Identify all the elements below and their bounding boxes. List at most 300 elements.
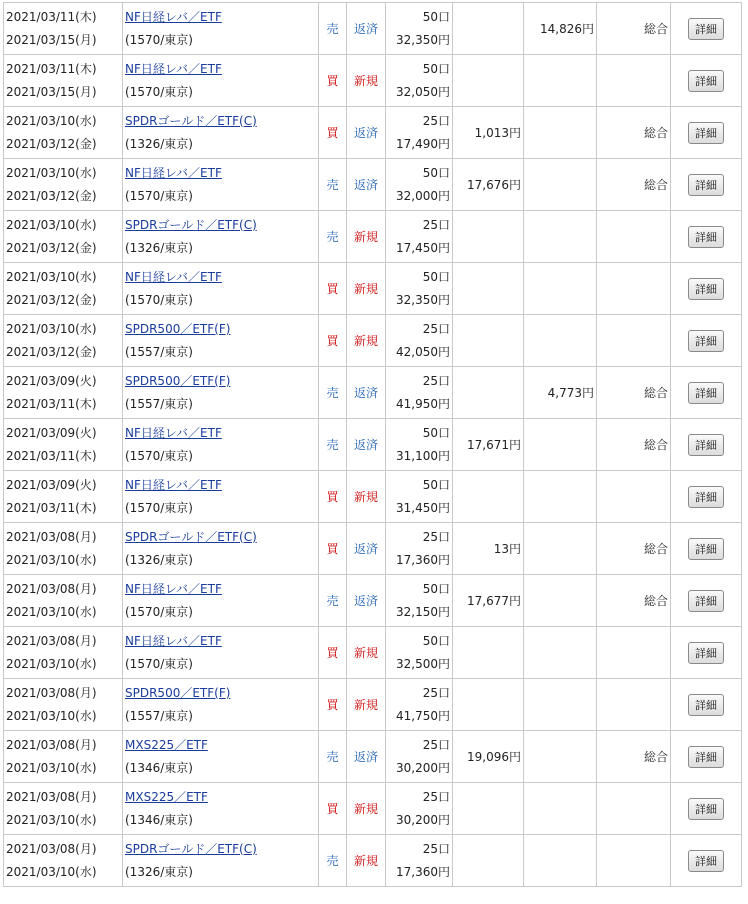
- security-cell: [123, 627, 319, 679]
- security-name-link[interactable]: SPDRゴールド／ETF(C): [125, 529, 257, 544]
- date-cell: [4, 159, 123, 211]
- security-cell: [123, 263, 319, 315]
- detail-button[interactable]: 詳細: [688, 434, 724, 456]
- settlement-date: 2021/03/10(水): [6, 604, 97, 619]
- date-cell: [4, 3, 123, 55]
- trade-row: [4, 523, 742, 575]
- amount-cell-2: [524, 731, 597, 783]
- trade-type: 新規: [353, 646, 378, 660]
- date-cell: [4, 835, 123, 887]
- amount-cell-1: [453, 367, 524, 419]
- amount-cell-1: [453, 575, 524, 627]
- price: 17,450円: [396, 240, 450, 255]
- trade-row: [4, 211, 742, 263]
- date-cell: [4, 731, 123, 783]
- amount-cell-2: [524, 679, 597, 731]
- account-cell: [597, 315, 671, 367]
- security-name-link[interactable]: NF日経レバ／ETF: [125, 477, 222, 492]
- security-name-link[interactable]: NF日経レバ／ETF: [125, 425, 222, 440]
- settlement-date: 2021/03/12(金): [6, 188, 97, 203]
- amount-cell-1: [453, 835, 524, 887]
- security-name-link[interactable]: NF日経レバ／ETF: [125, 9, 222, 24]
- date-cell: [4, 315, 123, 367]
- amount-value-2: 4,773円: [547, 386, 594, 400]
- trade-type: 新規: [353, 334, 378, 348]
- trade-row: [4, 263, 742, 315]
- date-cell: [4, 107, 123, 159]
- trade-row: [4, 367, 742, 419]
- amount-value-1: 1,013円: [474, 126, 521, 140]
- amount-cell-1: [453, 211, 524, 263]
- security-cell: [123, 575, 319, 627]
- amount-value-1: 17,676円: [467, 178, 521, 192]
- trade-row: [4, 835, 742, 887]
- action-cell: [671, 471, 742, 523]
- account-cell: [597, 55, 671, 107]
- action-cell: [671, 523, 742, 575]
- price: 17,360円: [396, 552, 450, 567]
- settlement-date: 2021/03/10(水): [6, 708, 97, 723]
- trade-type: 新規: [353, 802, 378, 816]
- security-code: (1570/東京): [125, 84, 193, 99]
- account-type: 総合: [643, 178, 668, 192]
- security-cell: [123, 679, 319, 731]
- side-cell: [319, 471, 347, 523]
- security-code: (1570/東京): [125, 604, 193, 619]
- trade-row: [4, 3, 742, 55]
- account-type: 総合: [643, 22, 668, 36]
- type-cell: [347, 523, 386, 575]
- amount-cell-1: [453, 159, 524, 211]
- date-cell: [4, 523, 123, 575]
- quantity: 25口: [422, 373, 450, 388]
- security-code: (1326/東京): [125, 240, 193, 255]
- price: 32,350円: [396, 292, 450, 307]
- price: 41,750円: [396, 708, 450, 723]
- detail-button[interactable]: 詳細: [688, 642, 724, 664]
- order-date: 2021/03/08(月): [6, 789, 97, 804]
- qty-price-cell: [386, 3, 453, 55]
- trade-side: 売: [326, 178, 339, 192]
- amount-value-1: 19,096円: [467, 750, 521, 764]
- trade-type: 返済: [353, 750, 378, 764]
- security-code: (1326/東京): [125, 136, 193, 151]
- side-cell: [319, 211, 347, 263]
- side-cell: [319, 679, 347, 731]
- quantity: 25口: [422, 529, 450, 544]
- order-date: 2021/03/08(月): [6, 737, 97, 752]
- type-cell: [347, 627, 386, 679]
- side-cell: [319, 523, 347, 575]
- security-name-link[interactable]: NF日経レバ／ETF: [125, 269, 222, 284]
- trade-side: 売: [326, 854, 339, 868]
- settlement-date: 2021/03/12(金): [6, 240, 97, 255]
- type-cell: [347, 263, 386, 315]
- security-code: (1570/東京): [125, 448, 193, 463]
- amount-cell-2: [524, 263, 597, 315]
- action-cell: [671, 627, 742, 679]
- amount-value-1: 13円: [493, 542, 521, 556]
- qty-price-cell: [386, 159, 453, 211]
- security-code: (1570/東京): [125, 292, 193, 307]
- detail-button[interactable]: 詳細: [688, 538, 724, 560]
- quantity: 25口: [422, 841, 450, 856]
- trade-side: 買: [326, 334, 339, 348]
- security-cell: [123, 315, 319, 367]
- date-cell: [4, 263, 123, 315]
- account-cell: [597, 523, 671, 575]
- quantity: 25口: [422, 217, 450, 232]
- amount-cell-2: [524, 55, 597, 107]
- price: 30,200円: [396, 812, 450, 827]
- quantity: 25口: [422, 321, 450, 336]
- action-cell: [671, 367, 742, 419]
- price: 30,200円: [396, 760, 450, 775]
- detail-button[interactable]: 詳細: [688, 278, 724, 300]
- detail-button[interactable]: 詳細: [688, 798, 724, 820]
- date-cell: [4, 627, 123, 679]
- qty-price-cell: [386, 107, 453, 159]
- security-code: (1570/東京): [125, 500, 193, 515]
- qty-price-cell: [386, 835, 453, 887]
- security-cell: [123, 835, 319, 887]
- action-cell: [671, 107, 742, 159]
- security-name-link[interactable]: NF日経レバ／ETF: [125, 165, 222, 180]
- side-cell: [319, 783, 347, 835]
- price: 17,360円: [396, 864, 450, 879]
- date-cell: [4, 419, 123, 471]
- account-cell: [597, 627, 671, 679]
- settlement-date: 2021/03/11(木): [6, 448, 97, 463]
- security-name-link[interactable]: SPDRゴールド／ETF(C): [125, 841, 257, 856]
- amount-value-1: 17,677円: [467, 594, 521, 608]
- trade-row: [4, 419, 742, 471]
- date-cell: [4, 575, 123, 627]
- trade-type: 返済: [353, 126, 378, 140]
- account-cell: [597, 731, 671, 783]
- qty-price-cell: [386, 471, 453, 523]
- trade-row: [4, 55, 742, 107]
- detail-button[interactable]: 詳細: [688, 382, 724, 404]
- settlement-date: 2021/03/12(金): [6, 344, 97, 359]
- side-cell: [319, 263, 347, 315]
- action-cell: [671, 835, 742, 887]
- account-cell: [597, 783, 671, 835]
- settlement-date: 2021/03/12(金): [6, 292, 97, 307]
- trade-type: 返済: [353, 178, 378, 192]
- settlement-date: 2021/03/12(金): [6, 136, 97, 151]
- amount-cell-2: [524, 835, 597, 887]
- side-cell: [319, 835, 347, 887]
- order-date: 2021/03/09(火): [6, 477, 97, 492]
- amount-cell-1: [453, 627, 524, 679]
- amount-cell-2: [524, 783, 597, 835]
- account-cell: [597, 263, 671, 315]
- trade-type: 新規: [353, 230, 378, 244]
- side-cell: [319, 159, 347, 211]
- detail-button[interactable]: 詳細: [688, 70, 724, 92]
- date-cell: [4, 783, 123, 835]
- order-date: 2021/03/11(木): [6, 61, 97, 76]
- security-name-link[interactable]: NF日経レバ／ETF: [125, 633, 222, 648]
- qty-price-cell: [386, 367, 453, 419]
- type-cell: [347, 679, 386, 731]
- price: 32,500円: [396, 656, 450, 671]
- account-cell: [597, 367, 671, 419]
- action-cell: [671, 679, 742, 731]
- account-type: 総合: [643, 542, 668, 556]
- security-code: (1570/東京): [125, 32, 193, 47]
- account-cell: [597, 107, 671, 159]
- trade-row: [4, 159, 742, 211]
- qty-price-cell: [386, 731, 453, 783]
- action-cell: [671, 263, 742, 315]
- action-cell: [671, 783, 742, 835]
- trade-row: [4, 679, 742, 731]
- action-cell: [671, 211, 742, 263]
- order-date: 2021/03/09(火): [6, 373, 97, 388]
- qty-price-cell: [386, 211, 453, 263]
- trade-side: 売: [326, 386, 339, 400]
- detail-button[interactable]: 詳細: [688, 694, 724, 716]
- trade-row: [4, 731, 742, 783]
- amount-cell-2: [524, 211, 597, 263]
- trade-type: 返済: [353, 22, 378, 36]
- trade-side: 買: [326, 74, 339, 88]
- security-name-link[interactable]: MXS225／ETF: [125, 789, 208, 804]
- trade-side: 買: [326, 698, 339, 712]
- order-date: 2021/03/10(水): [6, 113, 97, 128]
- quantity: 50口: [422, 477, 450, 492]
- security-name-link[interactable]: NF日経レバ／ETF: [125, 581, 222, 596]
- type-cell: [347, 159, 386, 211]
- settlement-date: 2021/03/10(水): [6, 812, 97, 827]
- type-cell: [347, 419, 386, 471]
- security-code: (1346/東京): [125, 760, 193, 775]
- side-cell: [319, 627, 347, 679]
- type-cell: [347, 367, 386, 419]
- trade-type: 返済: [353, 386, 378, 400]
- amount-cell-2: [524, 575, 597, 627]
- trade-type: 新規: [353, 490, 378, 504]
- settlement-date: 2021/03/11(木): [6, 396, 97, 411]
- order-date: 2021/03/08(月): [6, 633, 97, 648]
- trade-type: 新規: [353, 74, 378, 88]
- detail-button[interactable]: 詳細: [688, 122, 724, 144]
- amount-cell-1: [453, 783, 524, 835]
- detail-button[interactable]: 詳細: [688, 174, 724, 196]
- security-code: (1326/東京): [125, 864, 193, 879]
- qty-price-cell: [386, 575, 453, 627]
- trade-row: [4, 315, 742, 367]
- detail-button[interactable]: 詳細: [688, 746, 724, 768]
- trade-side: 買: [326, 646, 339, 660]
- security-code: (1326/東京): [125, 552, 193, 567]
- qty-price-cell: [386, 315, 453, 367]
- price: 32,350円: [396, 32, 450, 47]
- security-name-link[interactable]: SPDR500／ETF(F): [125, 685, 231, 700]
- security-cell: [123, 55, 319, 107]
- security-code: (1557/東京): [125, 708, 193, 723]
- date-cell: [4, 55, 123, 107]
- trade-row: [4, 783, 742, 835]
- trade-side: 売: [326, 438, 339, 452]
- trade-side: 買: [326, 490, 339, 504]
- type-cell: [347, 731, 386, 783]
- security-cell: [123, 731, 319, 783]
- price: 32,150円: [396, 604, 450, 619]
- order-date: 2021/03/08(月): [6, 529, 97, 544]
- quantity: 25口: [422, 113, 450, 128]
- side-cell: [319, 367, 347, 419]
- side-cell: [319, 3, 347, 55]
- trade-history-body: [4, 3, 742, 887]
- amount-cell-1: [453, 419, 524, 471]
- action-cell: [671, 3, 742, 55]
- qty-price-cell: [386, 523, 453, 575]
- account-cell: [597, 679, 671, 731]
- settlement-date: 2021/03/11(木): [6, 500, 97, 515]
- account-cell: [597, 575, 671, 627]
- side-cell: [319, 107, 347, 159]
- trade-row: [4, 471, 742, 523]
- action-cell: [671, 419, 742, 471]
- trade-side: 買: [326, 542, 339, 556]
- price: 32,000円: [396, 188, 450, 203]
- qty-price-cell: [386, 263, 453, 315]
- trade-side: 買: [326, 126, 339, 140]
- price: 31,450円: [396, 500, 450, 515]
- order-date: 2021/03/08(月): [6, 841, 97, 856]
- settlement-date: 2021/03/15(月): [6, 84, 97, 99]
- amount-cell-1: [453, 315, 524, 367]
- side-cell: [319, 55, 347, 107]
- type-cell: [347, 575, 386, 627]
- quantity: 25口: [422, 737, 450, 752]
- amount-cell-1: [453, 107, 524, 159]
- amount-cell-1: [453, 3, 524, 55]
- settlement-date: 2021/03/10(水): [6, 864, 97, 879]
- order-date: 2021/03/10(水): [6, 165, 97, 180]
- amount-cell-1: [453, 55, 524, 107]
- security-cell: [123, 471, 319, 523]
- order-date: 2021/03/10(水): [6, 321, 97, 336]
- amount-cell-1: [453, 523, 524, 575]
- detail-button[interactable]: 詳細: [688, 590, 724, 612]
- amount-cell-2: [524, 367, 597, 419]
- qty-price-cell: [386, 419, 453, 471]
- settlement-date: 2021/03/10(水): [6, 552, 97, 567]
- trade-type: 新規: [353, 854, 378, 868]
- security-name-link[interactable]: SPDR500／ETF(F): [125, 373, 231, 388]
- trade-side: 売: [326, 230, 339, 244]
- settlement-date: 2021/03/10(水): [6, 656, 97, 671]
- quantity: 50口: [422, 165, 450, 180]
- side-cell: [319, 315, 347, 367]
- price: 31,100円: [396, 448, 450, 463]
- security-code: (1570/東京): [125, 656, 193, 671]
- type-cell: [347, 835, 386, 887]
- quantity: 50口: [422, 425, 450, 440]
- action-cell: [671, 159, 742, 211]
- trade-side: 買: [326, 282, 339, 296]
- qty-price-cell: [386, 783, 453, 835]
- amount-cell-2: [524, 419, 597, 471]
- order-date: 2021/03/11(木): [6, 9, 97, 24]
- account-type: 総合: [643, 438, 668, 452]
- trade-type: 新規: [353, 698, 378, 712]
- date-cell: [4, 471, 123, 523]
- detail-button[interactable]: 詳細: [688, 850, 724, 872]
- trade-side: 売: [326, 750, 339, 764]
- amount-cell-2: [524, 471, 597, 523]
- trade-side: 売: [326, 594, 339, 608]
- type-cell: [347, 315, 386, 367]
- account-cell: [597, 835, 671, 887]
- action-cell: [671, 315, 742, 367]
- price: 17,490円: [396, 136, 450, 151]
- qty-price-cell: [386, 679, 453, 731]
- quantity: 50口: [422, 633, 450, 648]
- price: 42,050円: [396, 344, 450, 359]
- account-cell: [597, 159, 671, 211]
- security-code: (1346/東京): [125, 812, 193, 827]
- security-name-link[interactable]: SPDRゴールド／ETF(C): [125, 217, 257, 232]
- security-name-link[interactable]: SPDR500／ETF(F): [125, 321, 231, 336]
- detail-button[interactable]: 詳細: [688, 486, 724, 508]
- type-cell: [347, 3, 386, 55]
- quantity: 50口: [422, 9, 450, 24]
- type-cell: [347, 783, 386, 835]
- amount-cell-1: [453, 471, 524, 523]
- security-cell: [123, 107, 319, 159]
- type-cell: [347, 211, 386, 263]
- trade-row: [4, 107, 742, 159]
- trade-type: 返済: [353, 542, 378, 556]
- side-cell: [319, 731, 347, 783]
- price: 41,950円: [396, 396, 450, 411]
- quantity: 50口: [422, 581, 450, 596]
- security-code: (1557/東京): [125, 344, 193, 359]
- amount-cell-1: [453, 679, 524, 731]
- trade-row: [4, 627, 742, 679]
- security-cell: [123, 523, 319, 575]
- amount-cell-2: [524, 159, 597, 211]
- type-cell: [347, 107, 386, 159]
- security-cell: [123, 159, 319, 211]
- detail-button[interactable]: 詳細: [688, 226, 724, 248]
- security-name-link[interactable]: MXS225／ETF: [125, 737, 208, 752]
- detail-button[interactable]: 詳細: [688, 18, 724, 40]
- security-name-link[interactable]: NF日経レバ／ETF: [125, 61, 222, 76]
- account-type: 総合: [643, 126, 668, 140]
- qty-price-cell: [386, 55, 453, 107]
- trade-type: 新規: [353, 282, 378, 296]
- amount-cell-1: [453, 263, 524, 315]
- quantity: 25口: [422, 789, 450, 804]
- security-cell: [123, 211, 319, 263]
- amount-cell-2: [524, 627, 597, 679]
- detail-button[interactable]: 詳細: [688, 330, 724, 352]
- qty-price-cell: [386, 627, 453, 679]
- security-cell: [123, 419, 319, 471]
- amount-cell-2: [524, 523, 597, 575]
- trade-side: 売: [326, 22, 339, 36]
- security-name-link[interactable]: SPDRゴールド／ETF(C): [125, 113, 257, 128]
- action-cell: [671, 731, 742, 783]
- amount-value-2: 14,826円: [540, 22, 594, 36]
- date-cell: [4, 367, 123, 419]
